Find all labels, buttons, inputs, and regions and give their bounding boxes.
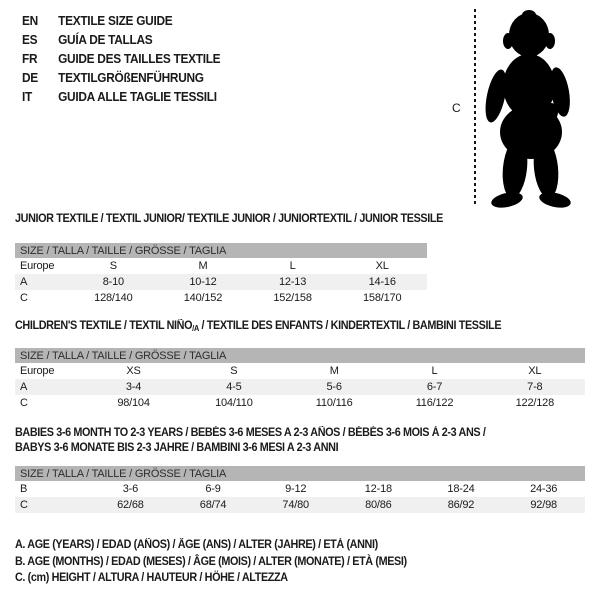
language-row-de xyxy=(22,69,220,88)
babies-section-title xyxy=(15,426,485,456)
row-label: A xyxy=(15,274,69,290)
table-cell: M xyxy=(329,365,339,377)
table-cell: 116/122 xyxy=(415,397,454,409)
table-cell: 9-12 xyxy=(285,483,307,495)
table-cell: 12-13 xyxy=(248,274,338,290)
footnote-b: B. AGE (MONTHS) / EDAD (MESES) / ÂGE (MOIS) / ALTER (MONATE) / ETÀ (MESI) xyxy=(15,555,407,568)
row-label: A xyxy=(15,379,83,395)
table-cell: L xyxy=(431,365,438,377)
table-cell: 92/98 xyxy=(502,497,585,513)
table-row-europe xyxy=(15,258,427,274)
table-row-europe xyxy=(15,363,585,379)
size-header-cell: SIZE / TALLA / TAILLE / GRÖSSE / TAGLIA xyxy=(15,348,585,363)
baby-silhouette-icon xyxy=(482,8,582,208)
table-cell: 86/92 xyxy=(420,497,503,513)
row-label: C xyxy=(15,497,89,513)
table-cell: 24-36 xyxy=(530,483,558,495)
footnote-c: C. (cm) HEIGHT / ALTURA / HAUTEUR / HÖHE / ALTEZZA xyxy=(15,572,288,584)
language-label: GUIDE DES TAILLES TEXTILE xyxy=(58,51,221,66)
table-cell: 104/110 xyxy=(215,397,253,409)
language-code: ES xyxy=(22,32,38,47)
table-cell: M xyxy=(198,260,208,272)
table-cell: 18-24 xyxy=(447,483,475,495)
size-header-cell: SIZE / TALLA / TAILLE / GRÖSSE / TAGLIA xyxy=(15,466,585,481)
table-cell: 62/68 xyxy=(89,497,172,513)
title-text: CHILDREN'S TEXTILE / TEXTIL NIÑO xyxy=(15,320,193,332)
footnote-a: A. AGE (YEARS) / EDAD (AÑOS) / ÂGE (ANS) / ALTER (JAHRE) / ETÀ (ANNI) xyxy=(15,539,378,551)
footnotes xyxy=(15,537,407,587)
table-row-height xyxy=(15,395,585,411)
size-header-cell: SIZE / TALLA / TAILLE / GRÖSSE / TAGLIA xyxy=(15,243,427,258)
table-row-height xyxy=(15,497,585,513)
table-cell: 3-6 xyxy=(122,483,139,495)
table-cell: 6-7 xyxy=(384,379,484,395)
row-label: C xyxy=(20,292,28,304)
height-measure-dashed-line xyxy=(474,9,476,206)
title-subscript: /A xyxy=(192,324,199,333)
table-cell: 140/152 xyxy=(183,292,223,304)
table-row-age xyxy=(15,379,585,395)
size-header-row xyxy=(15,243,427,258)
table-cell: 128/140 xyxy=(94,292,133,304)
language-code: DE xyxy=(22,71,38,86)
language-row-fr xyxy=(22,49,220,68)
junior-size-table xyxy=(15,243,427,306)
language-code: FR xyxy=(22,51,38,66)
babies-size-table xyxy=(15,466,585,513)
row-label: Europe xyxy=(20,260,55,272)
babies-title-line2: BABYS 3-6 MONATE BIS 2-3 JAHRE / BAMBINI 3-6 MESI A 2-3 ANNI xyxy=(15,442,339,454)
table-cell: 80/86 xyxy=(337,497,420,513)
language-label: GUÍA DE TALLAS xyxy=(58,32,153,47)
table-cell: XL xyxy=(528,365,542,377)
table-cell: 4-5 xyxy=(184,379,284,395)
table-cell: 5-6 xyxy=(284,379,384,395)
table-cell: 110/116 xyxy=(315,397,353,409)
row-label: C xyxy=(20,397,28,409)
table-cell: 122/128 xyxy=(515,397,554,409)
size-header-row xyxy=(15,466,585,481)
height-measure-label: C xyxy=(452,101,461,115)
language-row-it xyxy=(22,88,220,107)
table-row-months xyxy=(15,481,585,497)
table-row-height xyxy=(15,290,427,306)
row-label: Europe xyxy=(20,365,55,377)
table-cell: 98/104 xyxy=(117,397,150,409)
table-cell: S xyxy=(109,260,117,272)
table-cell: 10-12 xyxy=(158,274,248,290)
table-cell: 158/170 xyxy=(363,292,402,304)
table-cell: 14-16 xyxy=(337,274,427,290)
children-size-table xyxy=(15,348,585,411)
children-section-title xyxy=(15,319,501,336)
language-row-es xyxy=(22,30,220,49)
title-text: / TEXTILE DES ENFANTS / KINDERTEXTIL / BAMBINI TESSILE xyxy=(198,320,502,332)
table-cell: XS xyxy=(126,365,141,377)
table-row-age xyxy=(15,274,427,290)
table-cell: 8-10 xyxy=(69,274,159,290)
language-label: TEXTILE SIZE GUIDE xyxy=(58,13,173,28)
language-label: TEXTILGRÖßENFÜHRUNG xyxy=(58,71,204,86)
table-cell: 3-4 xyxy=(83,379,183,395)
size-header-row xyxy=(15,348,585,363)
language-label: GUIDA ALLE TAGLIE TESSILI xyxy=(58,90,217,105)
babies-title-line1: BABIES 3-6 MONTH TO 2-3 YEARS / BEBÉS 3-6 MESES A 2-3 AÑOS / BÉBÉS 3-6 MOIS À 2-3 ANS / xyxy=(15,427,486,439)
language-code: IT xyxy=(22,90,32,105)
table-cell: L xyxy=(289,260,296,272)
row-label: B xyxy=(20,483,28,495)
table-cell: 12-18 xyxy=(364,483,392,495)
language-code: EN xyxy=(22,13,38,28)
language-row-en xyxy=(22,11,220,30)
table-cell: 6-9 xyxy=(205,483,221,495)
language-list xyxy=(22,11,231,107)
table-cell: XL xyxy=(375,260,389,272)
table-cell: 68/74 xyxy=(172,497,255,513)
junior-section-title: JUNIOR TEXTILE / TEXTIL JUNIOR/ TEXTILE JUNIOR / JUNIORTEXTIL / JUNIOR TESSILE xyxy=(15,213,443,225)
table-cell: 152/158 xyxy=(273,292,312,304)
table-cell: 74/80 xyxy=(254,497,337,513)
table-cell: 7-8 xyxy=(485,379,585,395)
table-cell: S xyxy=(230,365,238,377)
